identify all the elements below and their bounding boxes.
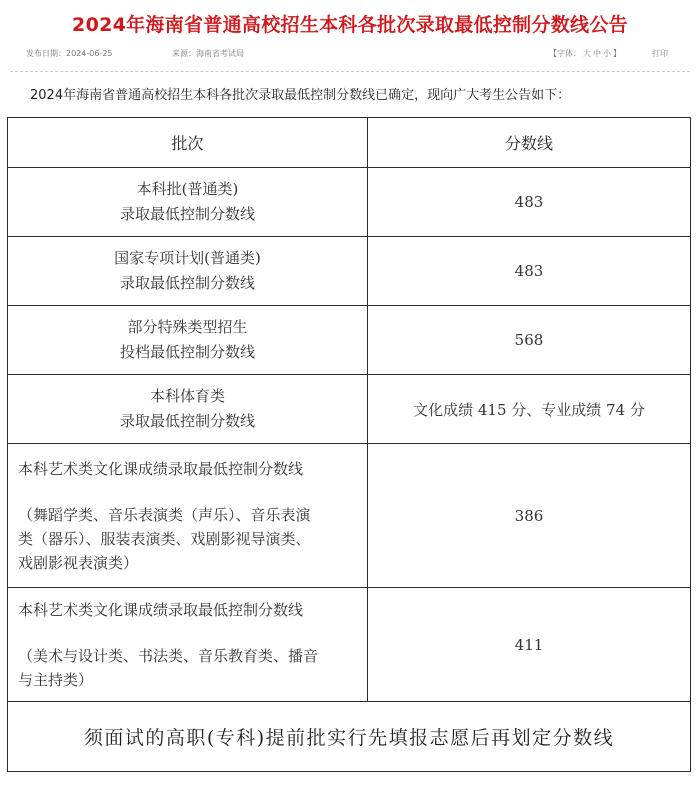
font-size-large-link[interactable]: 大 (583, 49, 591, 58)
batch-name-line: 录取最低控制分数线 (119, 274, 255, 292)
score-cell: 483 (368, 168, 691, 237)
font-size-close: 】 (613, 49, 621, 58)
article-meta (0, 45, 700, 63)
batch-detail-line: （美术与设计类、书法类、音乐教育类、播音 (18, 646, 319, 665)
batch-cell (8, 168, 368, 237)
intro-paragraph: 2024年海南省普通高校招生本科各批次录取最低控制分数线已确定，现向广大考生公告如下： (30, 88, 571, 103)
score-cell: 483 (368, 237, 691, 306)
font-size-selector (548, 48, 622, 59)
font-size-medium-link[interactable]: 中 (593, 49, 601, 58)
table-row (8, 588, 691, 702)
font-size-small-link[interactable]: 小 (603, 49, 611, 58)
table-note: 须面试的高职(专科)提前批实行先填报志愿后再划定分数线 (8, 702, 691, 772)
batch-cell (8, 444, 368, 588)
header-score: 分数线 (368, 118, 691, 168)
table-header-row (8, 118, 691, 168)
batch-cell (8, 588, 368, 702)
page-title: 2024年海南省普通高校招生本科各批次录取最低控制分数线公告 (72, 14, 628, 36)
score-cell: 411 (368, 588, 691, 702)
score-table (7, 117, 691, 772)
batch-detail-line: 与主持类） (18, 670, 94, 689)
publish-date-value: 2024-06-25 (66, 49, 113, 58)
score-cell: 568 (368, 306, 691, 375)
font-size-open: 【字体： (549, 49, 581, 58)
batch-name-line: 部分特殊类型招生 (127, 318, 248, 336)
score-cell: 386 (368, 444, 691, 588)
table-row (8, 237, 691, 306)
table-row (8, 444, 691, 588)
table-row (8, 306, 691, 375)
score-cell: 文化成绩 415 分、专业成绩 74 分 (368, 375, 691, 444)
batch-name-line: 本科批(普通类) (136, 180, 239, 198)
publish-date (26, 48, 113, 59)
table-row (8, 375, 691, 444)
batch-name-line: 录取最低控制分数线 (119, 205, 255, 223)
batch-name-line: 投档最低控制分数线 (119, 343, 255, 361)
source-value: 海南省考试局 (196, 49, 244, 58)
batch-cell (8, 375, 368, 444)
batch-name-line: 录取最低控制分数线 (119, 412, 255, 430)
batch-cell (8, 237, 368, 306)
batch-name-line: 本科艺术类文化课成绩录取最低控制分数线 (18, 459, 304, 478)
source (172, 48, 244, 59)
source-label: 来源： (172, 49, 196, 58)
batch-detail-line: （舞蹈学类、音乐表演类（声乐）、音乐表演 (18, 505, 311, 524)
table-row (8, 168, 691, 237)
batch-detail-line: 类（器乐）、服装表演类、戏剧影视导演类、 (18, 529, 311, 548)
print-link[interactable]: 打印 (652, 49, 668, 58)
batch-name-line: 本科体育类 (149, 387, 225, 405)
publish-date-label: 发布日期： (26, 49, 66, 58)
table-note-row (8, 702, 691, 772)
header-divider (10, 71, 690, 72)
batch-cell (8, 306, 368, 375)
batch-detail-line: 戏剧影视表演类） (18, 553, 139, 572)
batch-name-line: 本科艺术类文化课成绩录取最低控制分数线 (18, 600, 304, 619)
header-batch: 批次 (8, 118, 368, 168)
batch-name-line: 国家专项计划(普通类) (114, 249, 261, 267)
